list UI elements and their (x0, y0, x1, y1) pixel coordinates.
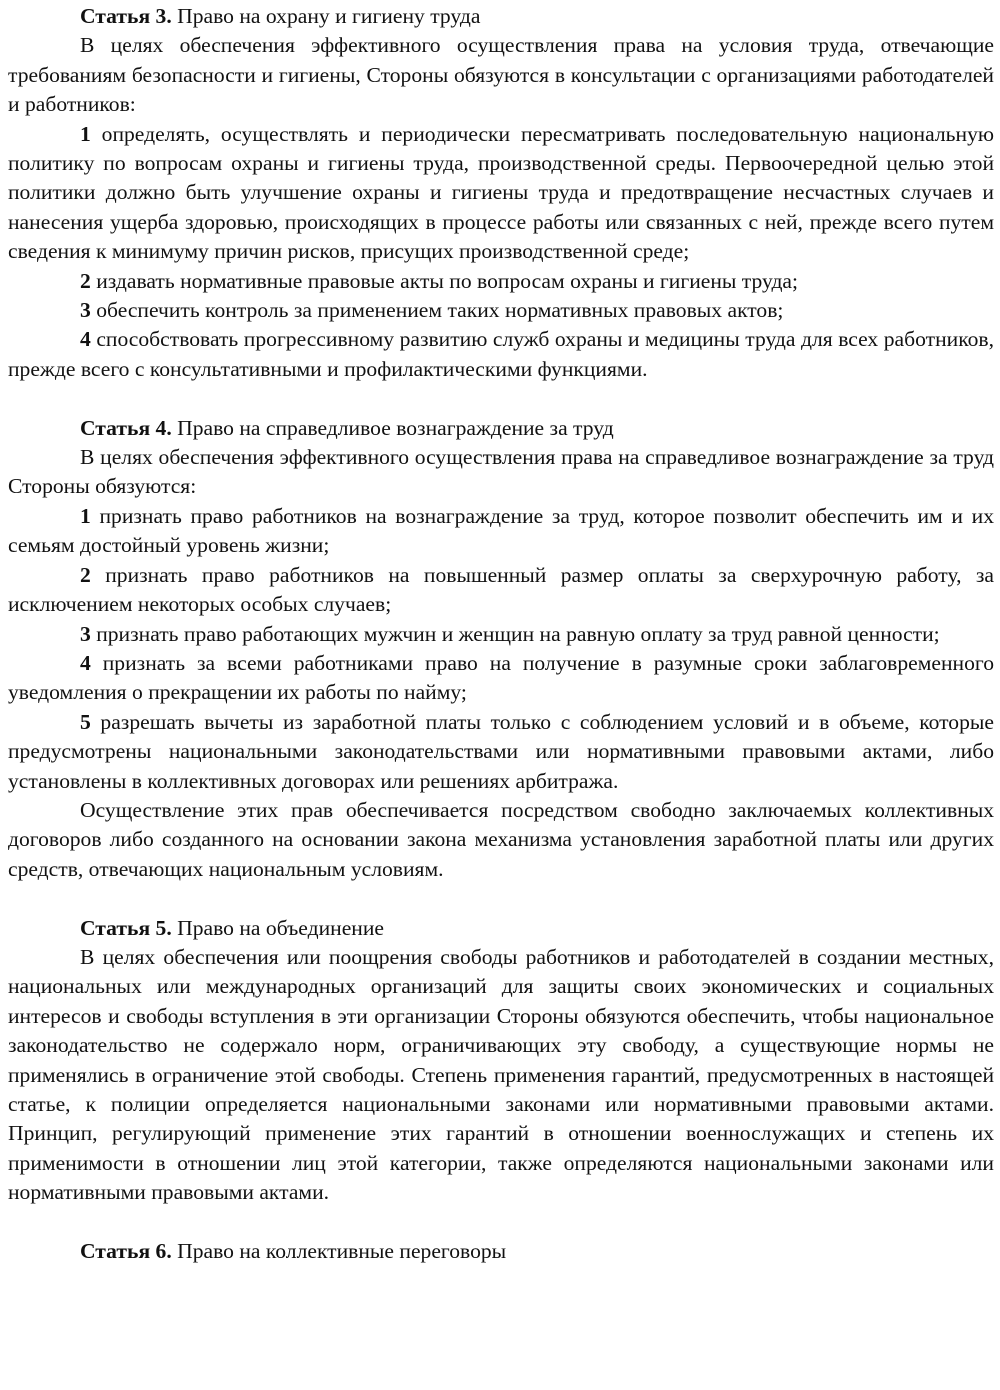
article-heading (8, 914, 994, 943)
article-item (8, 649, 994, 708)
article-item (8, 267, 994, 296)
article-item (8, 620, 994, 649)
article-closing: Осуществление этих прав обеспечивается посредством свободно заключаемых коллективных договоров либо созданного на основании закона механизма установления заработной платы или других средств, отвечающих национальным условиям. (8, 797, 994, 881)
item-text: признать право работающих мужчин и женщин на равную оплату за труд равной ценности; (96, 621, 940, 646)
section-gap (8, 384, 994, 413)
article-heading (8, 1237, 994, 1266)
item-number: 1 (80, 503, 91, 528)
item-text: признать за всеми работниками право на получение в разумные сроки заблаговременного уведомления о прекращении их работы по найму; (8, 650, 994, 705)
article-heading (8, 414, 994, 443)
item-text: признать право работников на повышенный размер оплаты за сверхурочную работу, за исключением некоторых особых случаев; (8, 562, 995, 617)
item-text: признать право работников на вознаграждение за труд, которое позволит обеспечить им и их семьям достойный уровень жизни; (8, 503, 994, 558)
item-text: обеспечить контроль за применением таких нормативных правовых актов; (96, 298, 784, 323)
item-number: 2 (80, 562, 91, 587)
article-3 (8, 0, 994, 384)
item-text: издавать нормативные правовые акты по вопросам охраны и гигиены труда; (96, 268, 799, 293)
section-gap (8, 884, 994, 913)
article-title: Право на справедливое вознаграждение за труд (177, 415, 614, 440)
article-intro: В целях обеспечения эффективного осуществления права на справедливое вознаграждение за труд Стороны обязуются: (8, 445, 994, 499)
item-number: 5 (80, 709, 91, 734)
item-number: 2 (80, 268, 91, 293)
item-text: определять, осуществлять и периодически пересматривать последовательную национальную политику по вопросам охраны и гигиены труда, производственной среды. Первоочередной целью этой политики должно быть улучшение охраны и гигиены труда и предотвращение несчастных случаев и нанесения ущерба здоровью, происходящих в процессе работы или связанных с ней, прежде всего путем сведения к минимуму причин рисков, присущих производственной среде; (8, 121, 994, 264)
item-number: 4 (80, 327, 91, 352)
article-title: Право на объединение (177, 915, 384, 940)
item-text: разрешать вычеты из заработной платы только с соблюдением условий и в объеме, которые предусмотрены национальными законодательствами или нормативными правовыми актами, либо установлены в коллективных договорах или решениях арбитража. (8, 709, 994, 793)
article-title: Право на коллективные переговоры (177, 1239, 507, 1264)
article-6 (8, 1237, 994, 1266)
article-title: Право на охрану и гигиену труда (177, 4, 481, 28)
item-number: 1 (80, 121, 91, 146)
item-number: 3 (80, 621, 91, 646)
item-number: 3 (80, 298, 91, 323)
article-number: Статья 4. (80, 415, 172, 440)
article-item (8, 561, 994, 620)
article-item (8, 296, 994, 325)
article-intro: В целях обеспечения эффективного осуществления права на условия труда, отвечающие требованиям безопасности и гигиены, Стороны обязуются в консультации с организациями работодателей и работников: (8, 33, 994, 117)
article-intro: В целях обеспечения или поощрения свободы работников и работодателей в создании местных, национальных или международных организаций для защиты своих экономических и социальных интересов и свободы вступления в эти организации Стороны обязуются обеспечить, чтобы национальное законодательство не содержало норм, ограничивающих эту свободу, а существующие нормы не применялись в ограничение этой свободы. Степень применения гарантий, предусмотренных в настоящей статье, к полиции определяется национальными законами или нормативными правовыми актами. Принцип, регулирующий применение этих гарантий в отношении военнослужащих и степень их применимости в отношении лиц этой категории, также определяются национальными законами или нормативными правовыми актами. (8, 944, 994, 1205)
article-item (8, 325, 994, 384)
article-number: Статья 6. (80, 1239, 172, 1264)
article-item (8, 502, 994, 561)
article-4 (8, 414, 994, 885)
article-number: Статья 5. (80, 915, 172, 940)
section-gap (8, 1208, 994, 1237)
article-heading (8, 2, 994, 31)
article-item (8, 708, 994, 796)
article-5 (8, 914, 994, 1208)
article-number: Статья 3. (80, 4, 172, 28)
item-number: 4 (80, 650, 91, 675)
article-item (8, 120, 994, 267)
item-text: способствовать прогрессивному развитию служб охраны и медицины труда для всех работников, прежде всего с консультативными и профилактическими функциями. (8, 327, 994, 381)
